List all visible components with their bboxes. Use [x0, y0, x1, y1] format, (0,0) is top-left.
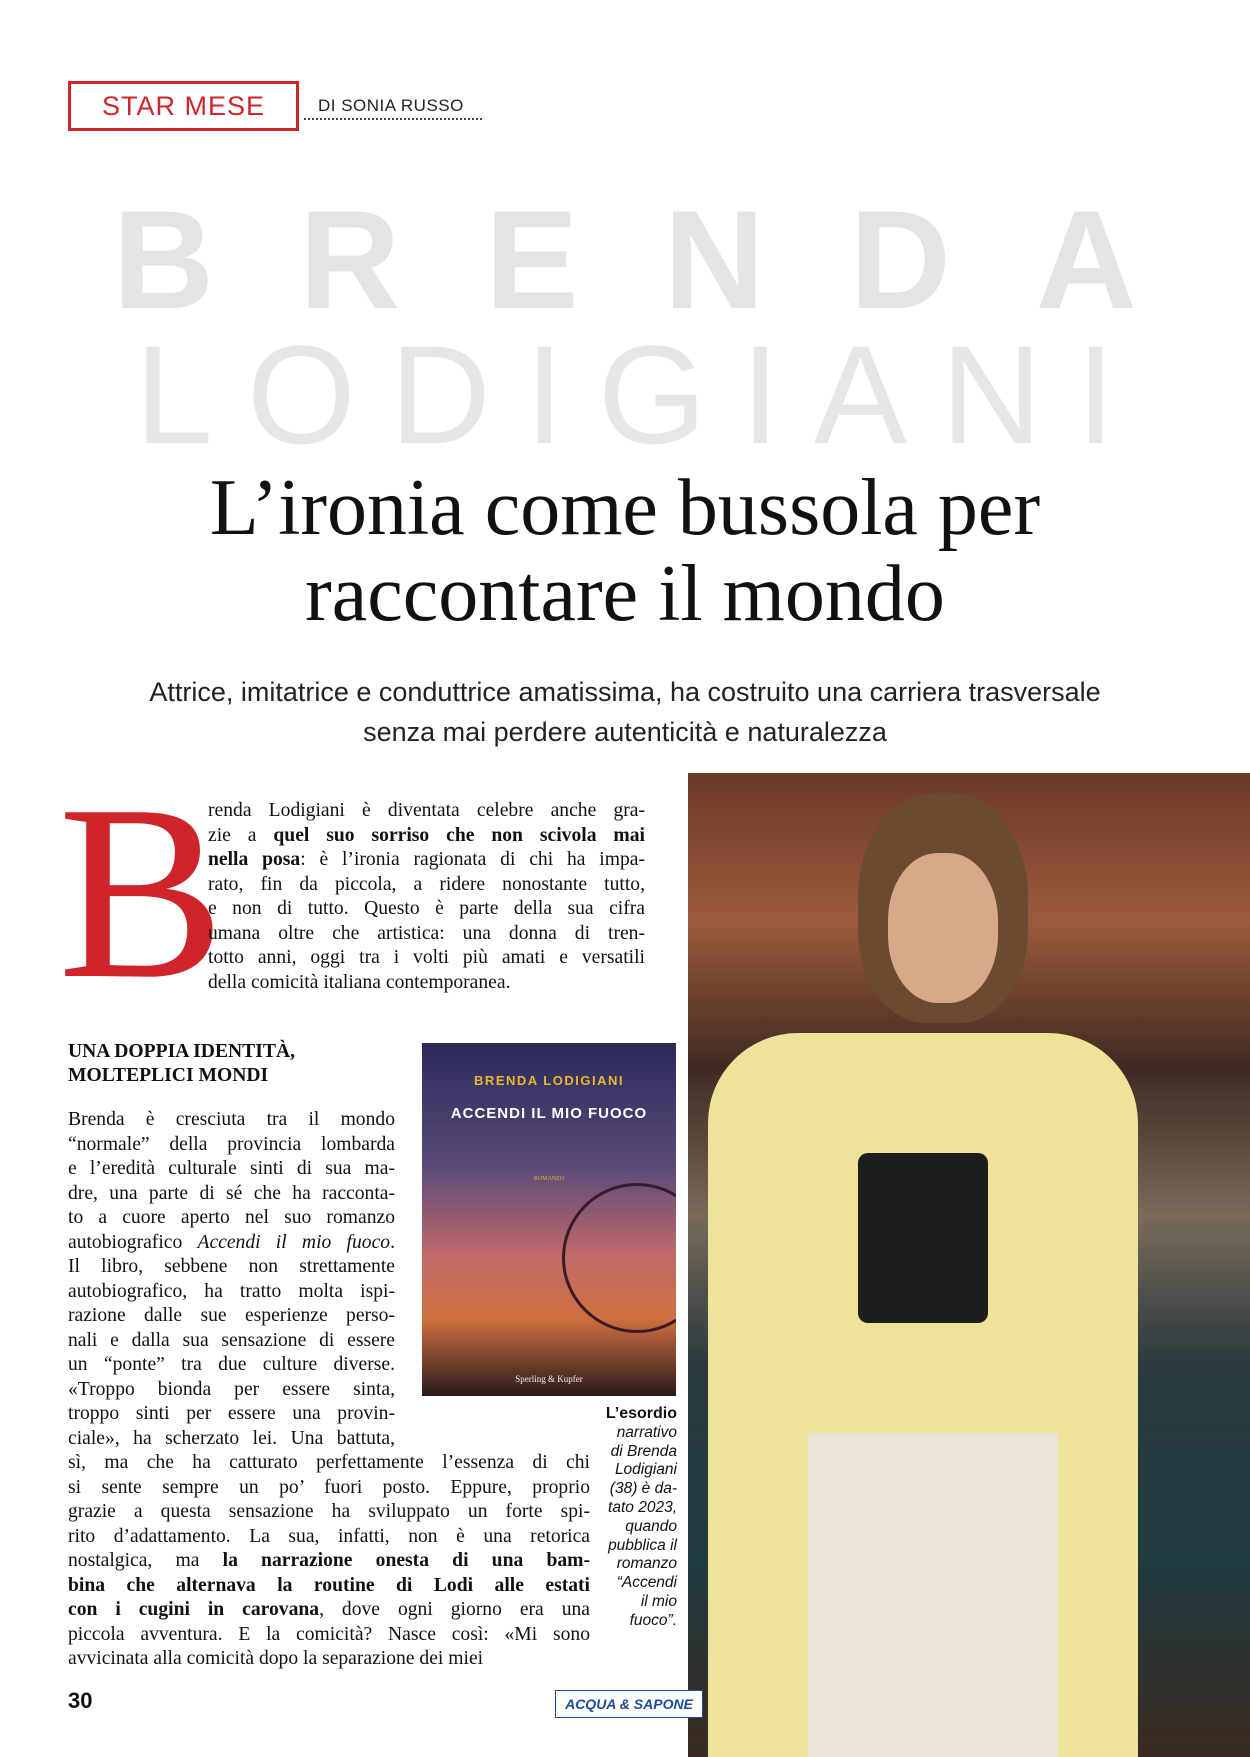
text-segment: , dove ogni giorno era una [319, 1599, 590, 1620]
caption-line: “Accendi [616, 1574, 677, 1592]
caption-line: di Brenda [610, 1442, 677, 1460]
text-line [208, 848, 645, 873]
text-line [68, 1574, 590, 1599]
text-segment: rato, fin da piccola, a ridere nonostante tutto, [208, 873, 645, 895]
text-line [68, 1353, 395, 1378]
caption-line: tato 2023, [608, 1498, 677, 1516]
book-cover [422, 1043, 676, 1396]
text-line [208, 799, 645, 824]
text-segment: nali e dalla sua sensazione di essere [68, 1329, 395, 1351]
text-segment: . [390, 1231, 395, 1253]
text-line [68, 1280, 395, 1305]
caption-line: pubblica il [608, 1536, 677, 1554]
book-title: ACCENDI IL MIO FUOCO [450, 1105, 648, 1122]
text-line [208, 971, 645, 996]
section-heading [68, 1040, 295, 1088]
text-line [68, 1329, 395, 1354]
photo-face [888, 853, 998, 1003]
headline-line: raccontare il mondo [305, 550, 945, 638]
caption-line: fuoco”. [629, 1611, 677, 1629]
photo-trousers [808, 1433, 1058, 1757]
text-segment: grazie a questa sensazione ha sviluppato un forte spi- [68, 1501, 590, 1522]
section-heading-line: MOLTEPLICI MONDI [68, 1065, 269, 1086]
text-line [68, 1451, 590, 1476]
caption-title: L’esordio [605, 1405, 677, 1422]
text-line [208, 946, 645, 971]
text-segment: piccola avventura. E la comicità? Nasce così: «Mi sono [68, 1623, 590, 1645]
text-segment: Brenda è cresciuta tra il mondo [68, 1109, 395, 1130]
photo-top [858, 1153, 988, 1323]
subtitle [25, 672, 1225, 752]
caption-line: quando [625, 1517, 677, 1535]
book-publisher: Sperling & Kupfer [515, 1374, 583, 1384]
text-segment: quel suo sorriso che non scivola mai [273, 824, 645, 846]
text-segment: bina che alternava la routine di Lodi alle estati [68, 1574, 590, 1596]
byline-divider [304, 118, 482, 120]
page-number: 30 [68, 1688, 93, 1713]
text-segment: si sente sempre un po’ fuori posto. Eppure, proprio [68, 1476, 590, 1498]
text-line [68, 1157, 395, 1182]
ferris-wheel-illustration [562, 1183, 676, 1333]
text-line [68, 1255, 395, 1280]
body-paragraph-narrow [68, 1108, 395, 1451]
text-line [208, 897, 645, 922]
text-segment: Il libro, sebbene non strettamente [68, 1256, 395, 1277]
portrait-photo [688, 773, 1250, 1757]
section-label: STAR MESE [68, 81, 299, 131]
text-line [68, 1378, 395, 1403]
text-segment: rito d’adattamento. La sua, infatti, non è una retorica [68, 1525, 590, 1547]
caption-line: il mio [640, 1592, 677, 1610]
text-segment: nostalgica, ma [68, 1550, 223, 1571]
text-line [68, 1206, 395, 1231]
book-genre: ROMANZO [533, 1176, 565, 1182]
text-line [68, 1427, 395, 1452]
text-segment: dre, una parte di sé che ha racconta- [68, 1182, 395, 1204]
byline: DI SONIA RUSSO [318, 96, 464, 115]
text-segment: troppo sinti per essere una provin- [68, 1403, 395, 1424]
text-line [68, 1549, 590, 1574]
text-line [68, 1133, 395, 1158]
text-segment: : è l’ironia ragionata di chi ha impa- [300, 849, 645, 870]
text-line [68, 1623, 590, 1648]
name-first-watermark: BRENDA [113, 181, 1222, 338]
text-line [208, 824, 645, 849]
text-segment: «Troppo bionda per essere sinta, [68, 1378, 395, 1400]
headline [0, 465, 1250, 637]
text-line [68, 1402, 395, 1427]
text-line [68, 1647, 590, 1672]
text-line [68, 1108, 395, 1133]
intro-paragraph [208, 799, 645, 995]
text-segment: e l’eredità culturale sinti di sua ma- [68, 1158, 395, 1179]
text-segment: e non di tutto. Questo è parte della sua cifra [208, 898, 645, 919]
caption-line: Lodigiani [614, 1461, 677, 1479]
text-segment: un “ponte” tra due culture diverse. [68, 1354, 395, 1375]
book-caption [585, 1405, 677, 1631]
drop-cap: B [58, 754, 225, 1031]
text-segment: ciale», ha scherzato lei. Una battuta, [68, 1427, 395, 1449]
body-paragraph-wide [68, 1451, 590, 1672]
text-line [68, 1525, 590, 1550]
subtitle-line: senza mai perdere autenticità e naturalezza [363, 717, 887, 747]
text-segment: umana oltre che artistica: una donna di tren- [208, 922, 645, 944]
text-line [68, 1598, 590, 1623]
text-line [208, 922, 645, 947]
text-segment: autobiografico, ha tratto molta ispi- [68, 1280, 395, 1302]
section-heading-line: UNA DOPPIA IDENTITÀ, [68, 1041, 295, 1062]
text-segment: renda Lodigiani è diventata celebre anche gra- [208, 800, 645, 821]
text-segment: autobiografico [68, 1231, 198, 1253]
brand-logo: ACQUA & SAPONE [555, 1690, 703, 1718]
text-line [68, 1182, 395, 1207]
text-segment: razione dalle sue esperienze perso- [68, 1305, 395, 1326]
text-segment: la narrazione onesta di una bam- [222, 1550, 590, 1571]
text-segment: to a cuore aperto nel suo romanzo [68, 1207, 395, 1228]
caption-line: narrativo [616, 1423, 677, 1441]
book-author: BRENDA LODIGIANI [474, 1073, 624, 1088]
headline-line: L’ironia come bussola per [209, 464, 1041, 552]
text-line [68, 1231, 395, 1256]
text-line [68, 1304, 395, 1329]
text-segment: della comicità italiana contemporanea. [208, 971, 511, 993]
text-segment: zie a [208, 824, 274, 846]
subtitle-line: Attrice, imitatrice e conduttrice amatissima, ha costruito una carriera trasversale [149, 677, 1101, 707]
text-segment: “normale” della provincia lombarda [68, 1133, 395, 1155]
text-line [208, 873, 645, 898]
text-segment: avvicinata alla comicità dopo la separazione dei miei [68, 1648, 484, 1669]
text-line [68, 1476, 590, 1501]
text-line [68, 1500, 590, 1525]
text-segment: con i cugini in carovana [68, 1599, 320, 1620]
text-segment: nella posa [208, 849, 301, 870]
name-last-watermark: LODIGIANI [135, 316, 1149, 473]
caption-line: (38) è da- [609, 1480, 677, 1498]
text-segment: Accendi il mio fuoco [197, 1231, 391, 1253]
text-segment: totto anni, oggi tra i volti più amati e versatili [208, 947, 645, 968]
caption-line: romanzo [616, 1555, 677, 1573]
text-segment: sì, ma che ha catturato perfettamente l’essenza di chi [68, 1452, 590, 1473]
